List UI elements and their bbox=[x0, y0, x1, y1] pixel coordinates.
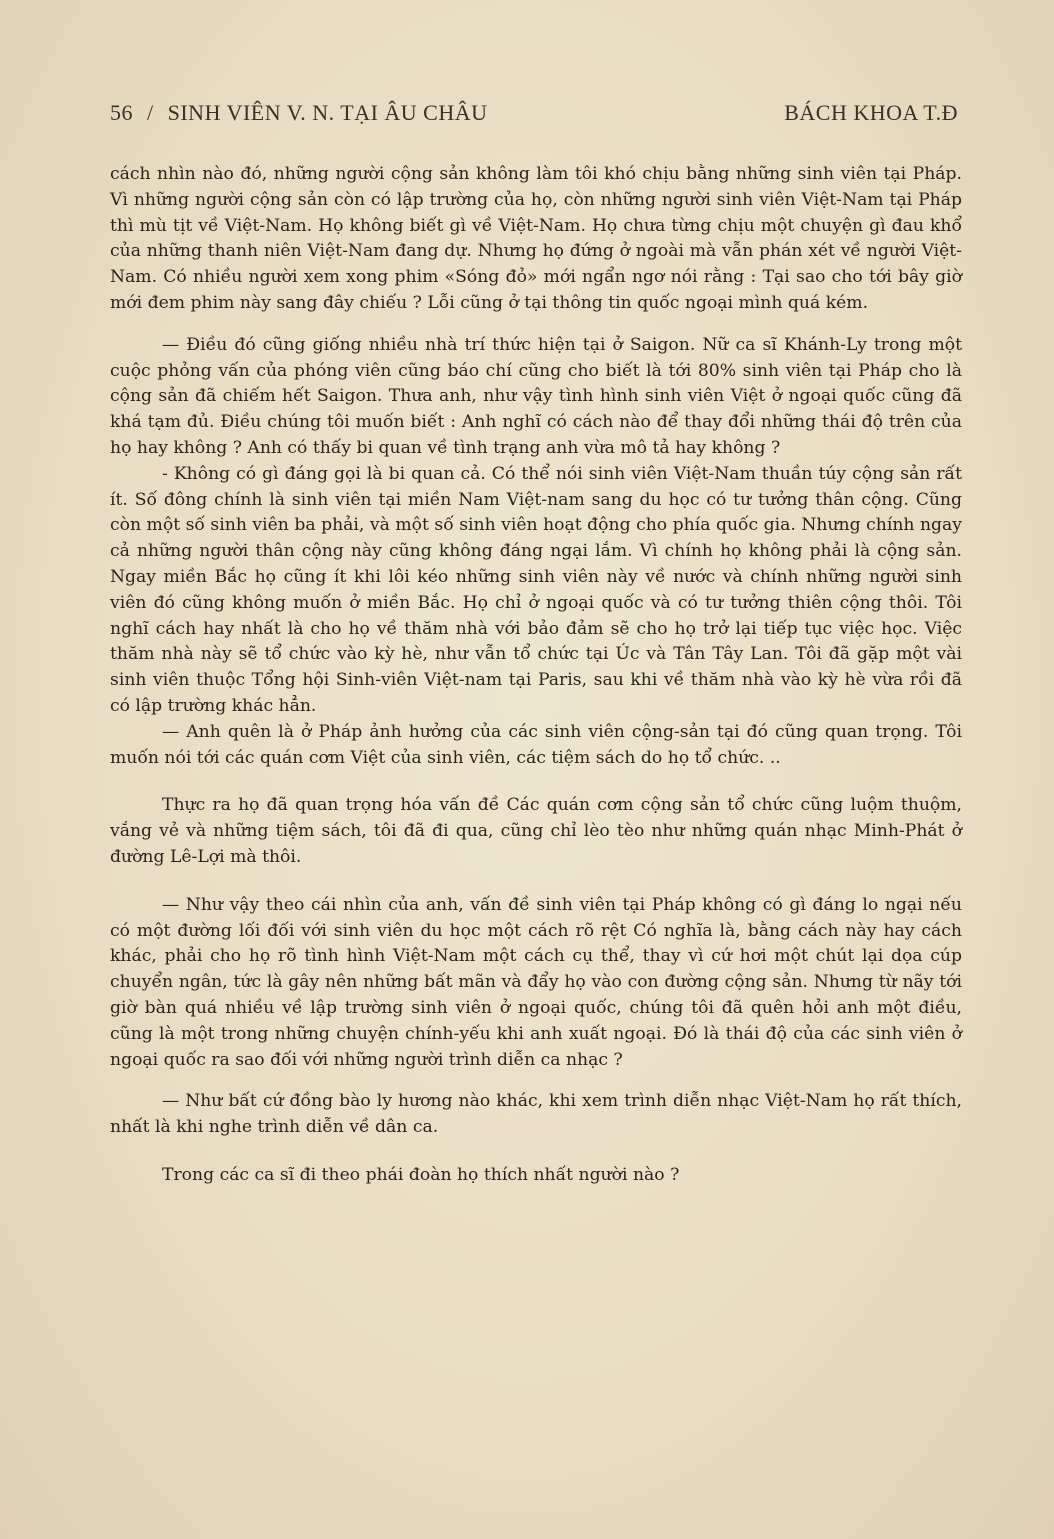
paragraph-4: — Anh quên là ở Pháp ảnh hưởng của các sinh viên cộng-sản tại đó cũng quan trọng. Tôi muốn nói tới các quán cơm Việt của sinh viên, các tiệm sách do họ tổ chức. .. bbox=[110, 721, 962, 768]
header-left bbox=[110, 100, 502, 126]
page-number: 56 bbox=[110, 100, 133, 125]
header-separator: / bbox=[147, 100, 154, 125]
paragraph-3: - Không có gì đáng gọi là bi quan cả. Có thể nói sinh viên Việt-Nam thuần túy cộng sản rất ít. Số đông chính là sinh viên tại miền Nam Việt-nam sang du học có tư tưởng thân cộng. Cũng còn một số sinh viên ba phải, và một số sinh viên hoạt động cho phía quốc gia. Nhưng chính ngay cả những người thân cộng này cũng không đáng ngại lắm. Vì chính họ không phải là cộng sản. Ngay miền Bắc họ cũng ít khi lôi kéo những sinh viên này về nước và chính những người sinh viên đó cũng không muốn ở miền Bắc. Họ chỉ ở ngoại quốc và có tư tưởng thiên cộng thôi. Tôi nghĩ cách hay nhất là cho họ về thăm nhà với bảo đảm sẽ cho họ trở lại tiếp tục việc học. Việc thăm nhà này sẽ tổ chức vào kỳ hè, như vẫn tổ chức tại Úc và Tân Tây Lan. Tôi đã gặp một vài sinh viên thuộc Tổng hội Sinh-viên Việt-nam tại Paris, sau khi về thăm nhà vào kỳ hè vừa rồi đã có lập trường khác hẳn. bbox=[110, 463, 962, 716]
running-header bbox=[110, 100, 958, 126]
paragraph-1: cách nhìn nào đó, những người cộng sản không làm tôi khó chịu bằng những sinh viên tại Pháp. Vì những người cộng sản còn có lập trường của họ, còn những người sinh viên Việt-Nam tại Pháp thì mù tịt về Việt-Nam. Họ không biết gì về Việt-Nam. Họ chưa từng chịu một chuyện gì đau khổ của những thanh niên Việt-Nam đang dự. Nhưng họ đứng ở ngoài mà vẫn phán xét về người Việt-Nam. Có nhiều người xem xong phim «Sóng đỏ» mới ngẩn ngơ nói rằng : Tại sao cho tới bây giờ mới đem phim này sang đây chiếu ? Lỗi cũng ở tại thông tin quốc ngoại mình quá kém. bbox=[110, 164, 962, 313]
paragraph-2: — Điều đó cũng giống nhiều nhà trí thức hiện tại ở Saigon. Nữ ca sĩ Khánh-Ly trong một cuộc phỏng vấn của phóng viên cũng báo chí cũng cho biết là tới 80% sinh viên tại Pháp cho là cộng sản đã chiếm hết Saigon. Thưa anh, như vậy tình hình sinh viên Việt ở ngoại quốc cũng đã khá tạm đủ. Điều chúng tôi muốn biết : Anh nghĩ có cách nào để thay đổi những thái độ trên của họ hay không ? Anh có thấy bi quan về tình trạng anh vừa mô tả hay không ? bbox=[110, 334, 962, 458]
paragraph-8: Trong các ca sĩ đi theo phái đoàn họ thích nhất người nào ? bbox=[162, 1164, 680, 1185]
article-body bbox=[110, 162, 962, 1189]
publication-name: BÁCH KHOA T.Đ bbox=[784, 100, 958, 125]
paragraph-6: — Như vậy theo cái nhìn của anh, vấn đề sinh viên tại Pháp không có gì đáng lo ngại nếu có một đường lối đối với sinh viên du học một cách rõ rệt Có nghĩa là, bằng cách này hay cách khác, phải cho họ rõ tình hình Việt-Nam một cách cụ thể, thay vì cứ hơi một chút lại dọa cúp chuyển ngân, tức là gây nên những bất mãn và đẩy họ vào con đường cộng sản. Nhưng từ nãy tới giờ bàn quá nhiều về lập trường sinh viên ở ngoại quốc, chúng tôi đã quên hỏi anh một điều, cũng là một trong những chuyện chính-yếu khi anh xuất ngoại. Đó là thái độ của các sinh viên ở ngoại quốc ra sao đối với những người trình diễn ca nhạc ? bbox=[110, 894, 962, 1070]
paragraph-7: — Như bất cứ đồng bào ly hương nào khác, khi xem trình diễn nhạc Việt-Nam họ rất thích, nhất là khi nghe trình diễn về dân ca. bbox=[110, 1091, 962, 1138]
paragraph-5: Thực ra họ đã quan trọng hóa vấn đề Các quán cơm cộng sản tổ chức cũng luộm thuộm, vắng vẻ và những tiệm sách, tôi đã đi qua, cũng chỉ lèo tèo như những quán nhạc Minh-Phát ở đường Lê-Lợi mà thôi. bbox=[110, 795, 962, 867]
section-title: SINH VIÊN V. N. TẠI ÂU CHÂU bbox=[167, 100, 488, 125]
